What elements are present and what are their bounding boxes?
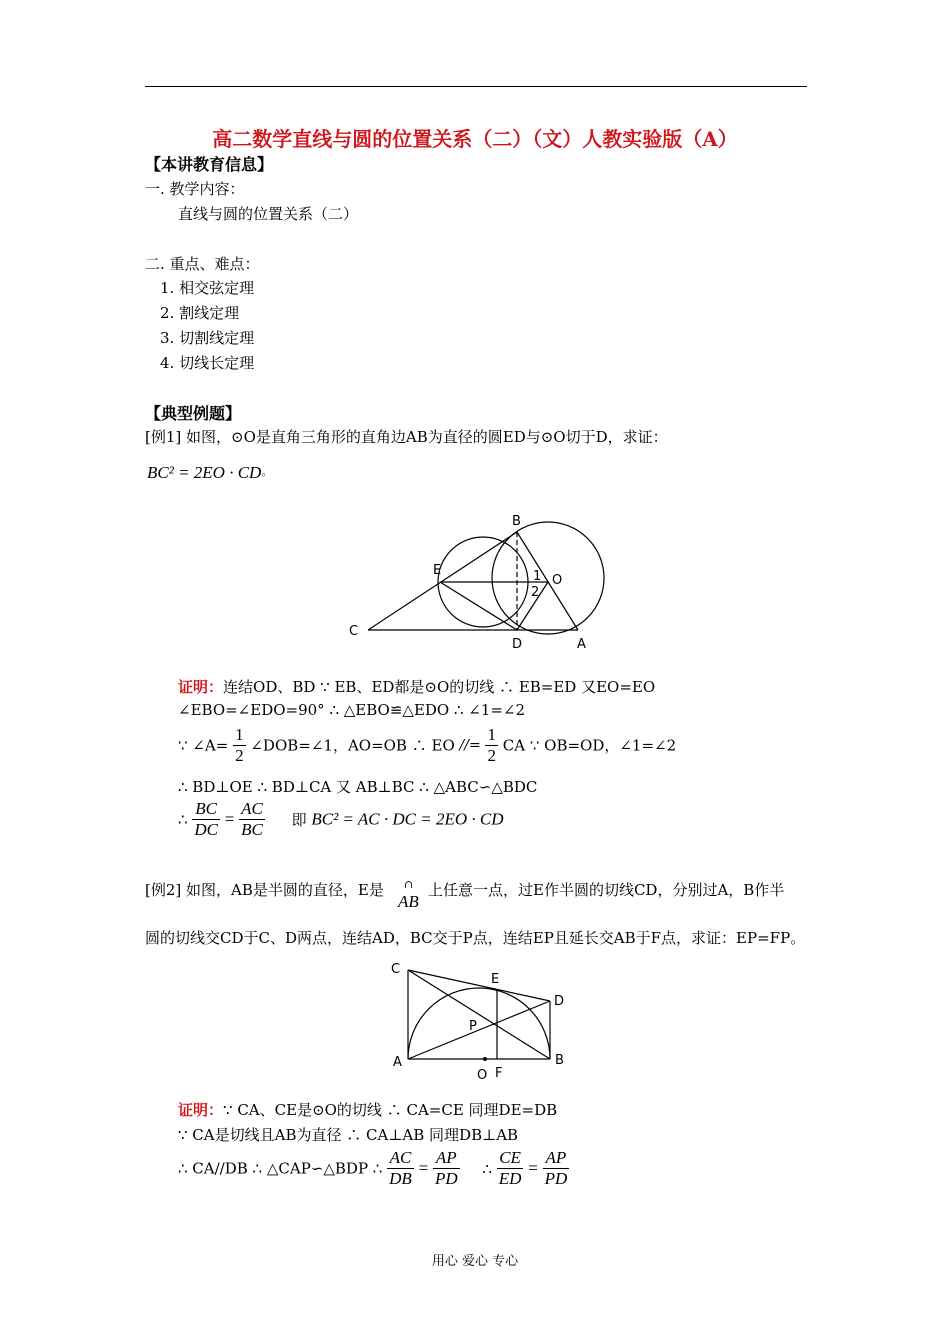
line-bc xyxy=(408,970,550,1059)
ex1-proof-line2: ∠EBO=∠EDO=90° ∴ △EBO≌△EDO ∴ ∠1=∠2 xyxy=(178,701,526,719)
ex1-proof-line1: 证明：连结OD、BD ∵ EB、ED都是⊙O的切线 ∴ EB=ED 又EO=EO xyxy=(178,678,656,696)
ex2-proof-line1: 证明：∵ CA、CE是⊙O的切线 ∴ CA=CE 同理DE=DB xyxy=(178,1101,558,1119)
arc-icon: ∩ xyxy=(404,878,414,891)
label-e: E xyxy=(491,972,500,987)
fraction-bc-dc: $\frac{BC}{DC}$ xyxy=(194,799,218,839)
line-ad xyxy=(408,1001,550,1059)
line-cb xyxy=(368,532,517,630)
ex2-statement-a: [例2] 如图，AB是半圆的直径，E是 xyxy=(145,881,384,899)
info-header: 【本讲教育信息】 xyxy=(145,155,274,174)
ex2-figure xyxy=(385,955,575,1085)
label-c: C xyxy=(349,624,359,639)
header-rule xyxy=(145,86,807,87)
label-b: B xyxy=(555,1053,564,1068)
ex1-proof-line4: ∴ BD⊥OE ∴ BD⊥CA 又 AB⊥BC ∴ △ABC∽△BDC xyxy=(178,778,538,796)
fraction-ap-pd: $\frac{AP}{PD}$ xyxy=(434,1148,458,1188)
ex1-proof-line5: ∴ $\frac{BC}{DC}$ = $\frac{AC}{BC}$ 即 BC² = AC · DC = 2EO · CD xyxy=(178,799,504,839)
ex2-statement-c: 圆的切线交CD于C、D两点，连结AD，BC交于P点，连结EP且延长交AB于F点，求证：EP=FP。 xyxy=(145,929,806,947)
parallel-equal-symbol: //= xyxy=(459,737,481,754)
page-title: 高二数学直线与圆的位置关系（二）（文）人教实验版（A） xyxy=(212,127,738,151)
label-a: A xyxy=(393,1055,402,1070)
label-f: F xyxy=(495,1066,503,1081)
label-b: B xyxy=(512,514,521,529)
half-fraction: $\frac{1}{2}$ xyxy=(487,725,496,765)
label-o: O xyxy=(477,1068,488,1083)
fraction-ap-pd: $\frac{AP}{PD}$ xyxy=(544,1148,568,1188)
line-ed xyxy=(440,582,517,630)
label-c: C xyxy=(391,962,401,977)
ex1-figure xyxy=(340,510,620,655)
ex1-proof-line3: ∵ ∠A= $\frac{1}{2}$ ∠DOB=∠1，AO=OB ∴ EO //= $\frac{1}{2}$ CA ∵ OB=OD，∠1=∠2 xyxy=(178,725,677,765)
fraction-ac-db: $\frac{AC}{DB}$ xyxy=(389,1148,412,1188)
ex2-statement-b: 上任意一点，过E作半圆的切线CD，分别过A，B作半 xyxy=(428,881,785,899)
fraction-ce-ed: $\frac{CE}{ED}$ xyxy=(498,1148,522,1188)
label-e: E xyxy=(433,563,442,578)
ex2-proof-line2: ∵ CA是切线且AB为直径 ∴ CA⊥AB 同理DB⊥AB xyxy=(178,1126,519,1144)
label-d: D xyxy=(554,994,565,1009)
content-heading: 一. 教学内容： xyxy=(145,180,245,198)
key-point: 1. 相交弦定理 xyxy=(160,279,255,297)
half-fraction: $\frac{1}{2}$ xyxy=(235,725,244,765)
key-point: 4. 切线长定理 xyxy=(160,354,255,372)
examples-header: 【典型例题】 xyxy=(145,404,242,423)
key-heading: 二. 重点、难点： xyxy=(145,255,260,273)
ex1-goal: BC² = 2EO · CD。 xyxy=(147,463,273,482)
label-1: 1 xyxy=(533,569,542,584)
key-point: 2. 割线定理 xyxy=(160,304,240,322)
semicircle xyxy=(408,988,550,1059)
key-point: 3. 切割线定理 xyxy=(160,329,255,347)
ex2-proof-line3: ∴ CA//DB ∴ △CAP∽△BDP ∴ $\frac{AC}{DB}$ = $\frac{AP}{PD}$ ∴ $\frac{CE}{ED}$ = $\frac{AP}{PD}$ xyxy=(178,1148,568,1188)
line-cd xyxy=(408,970,550,1001)
content-text: 直线与圆的位置关系（二） xyxy=(178,205,359,223)
arc-ab: AB xyxy=(398,892,419,911)
label-a: A xyxy=(577,637,586,652)
label-p: P xyxy=(469,1019,477,1034)
page-footer: 用心 爱心 专心 xyxy=(431,1254,519,1269)
label-2: 2 xyxy=(531,585,540,600)
label-o: O xyxy=(552,573,563,588)
circle-o xyxy=(492,522,604,634)
fraction-ac-bc: $\frac{AC}{BC}$ xyxy=(241,799,263,839)
ex1-statement: [例1] 如图，⊙O是直角三角形的直角边AB为直径的圆ED与⊙O切于D，求证： xyxy=(145,428,668,446)
center-dot xyxy=(483,1057,487,1061)
label-d: D xyxy=(512,637,523,652)
